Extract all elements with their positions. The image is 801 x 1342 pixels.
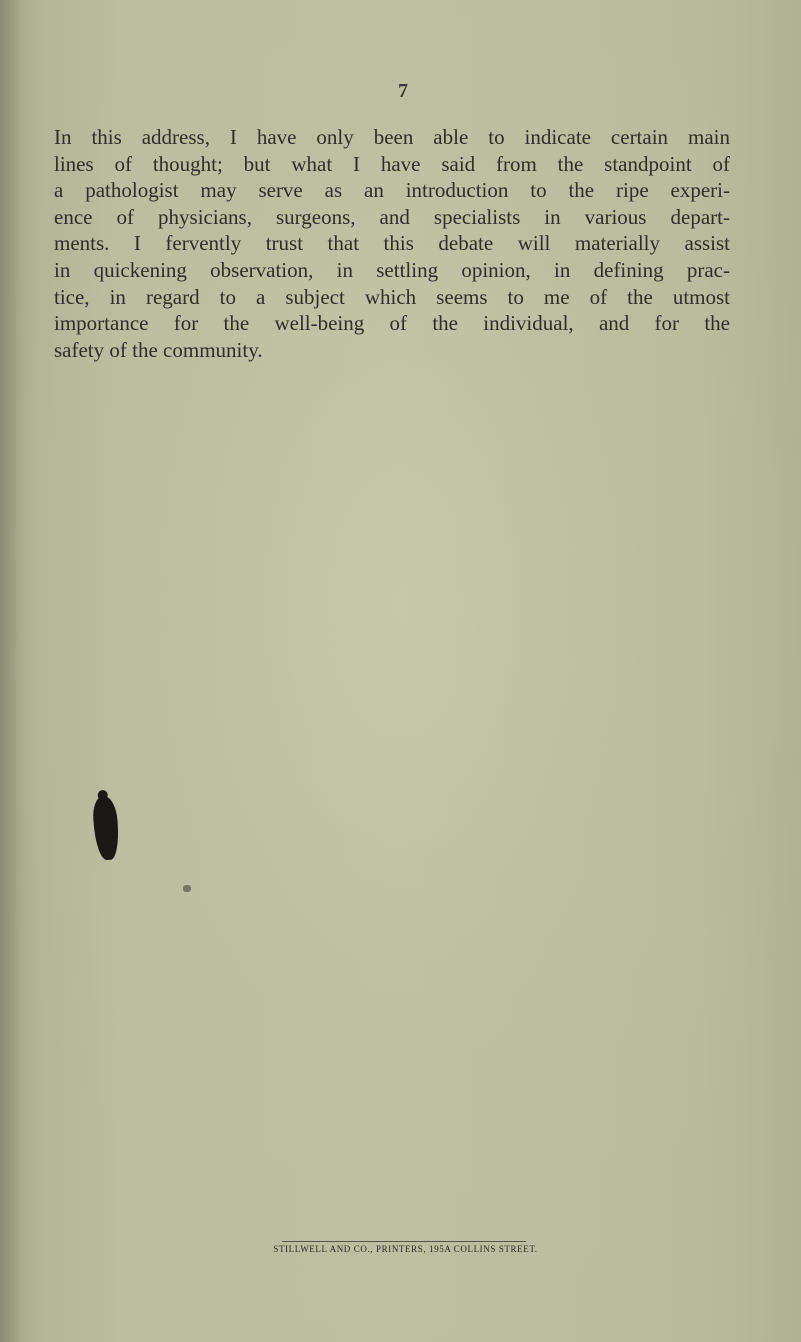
paragraph-line: In this address, I have only been able to indicate certain main: [54, 125, 730, 149]
printer-imprint: STILLWELL AND CO., PRINTERS, 195A COLLINS STREET.: [273, 1244, 538, 1254]
body-paragraph: [54, 124, 730, 363]
paragraph-line: importance for the well-being of the individual, and for the: [54, 311, 730, 336]
binding-edge-shadow: [0, 0, 22, 1342]
paragraph-line: tice, in regard to a subject which seems to me of the utmost: [54, 284, 730, 309]
page-number: 7: [398, 80, 408, 102]
ink-speck: [183, 885, 191, 892]
ink-blot: [92, 795, 120, 861]
paragraph-line: safety of the community.: [54, 337, 263, 362]
paragraph-line: in quickening observation, in settling opinion, in defining prac-: [54, 257, 730, 282]
paragraph-line: ence of physicians, surgeons, and specialists in various depart-: [54, 204, 730, 229]
paragraph-line: lines of thought; but what I have said from the standpoint of: [54, 151, 730, 176]
paragraph-line: a pathologist may serve as an introduction to the ripe experi-: [54, 178, 730, 203]
imprint-rule: [282, 1241, 526, 1242]
paragraph-line: ments. I fervently trust that this debate will materially assist: [54, 231, 730, 256]
